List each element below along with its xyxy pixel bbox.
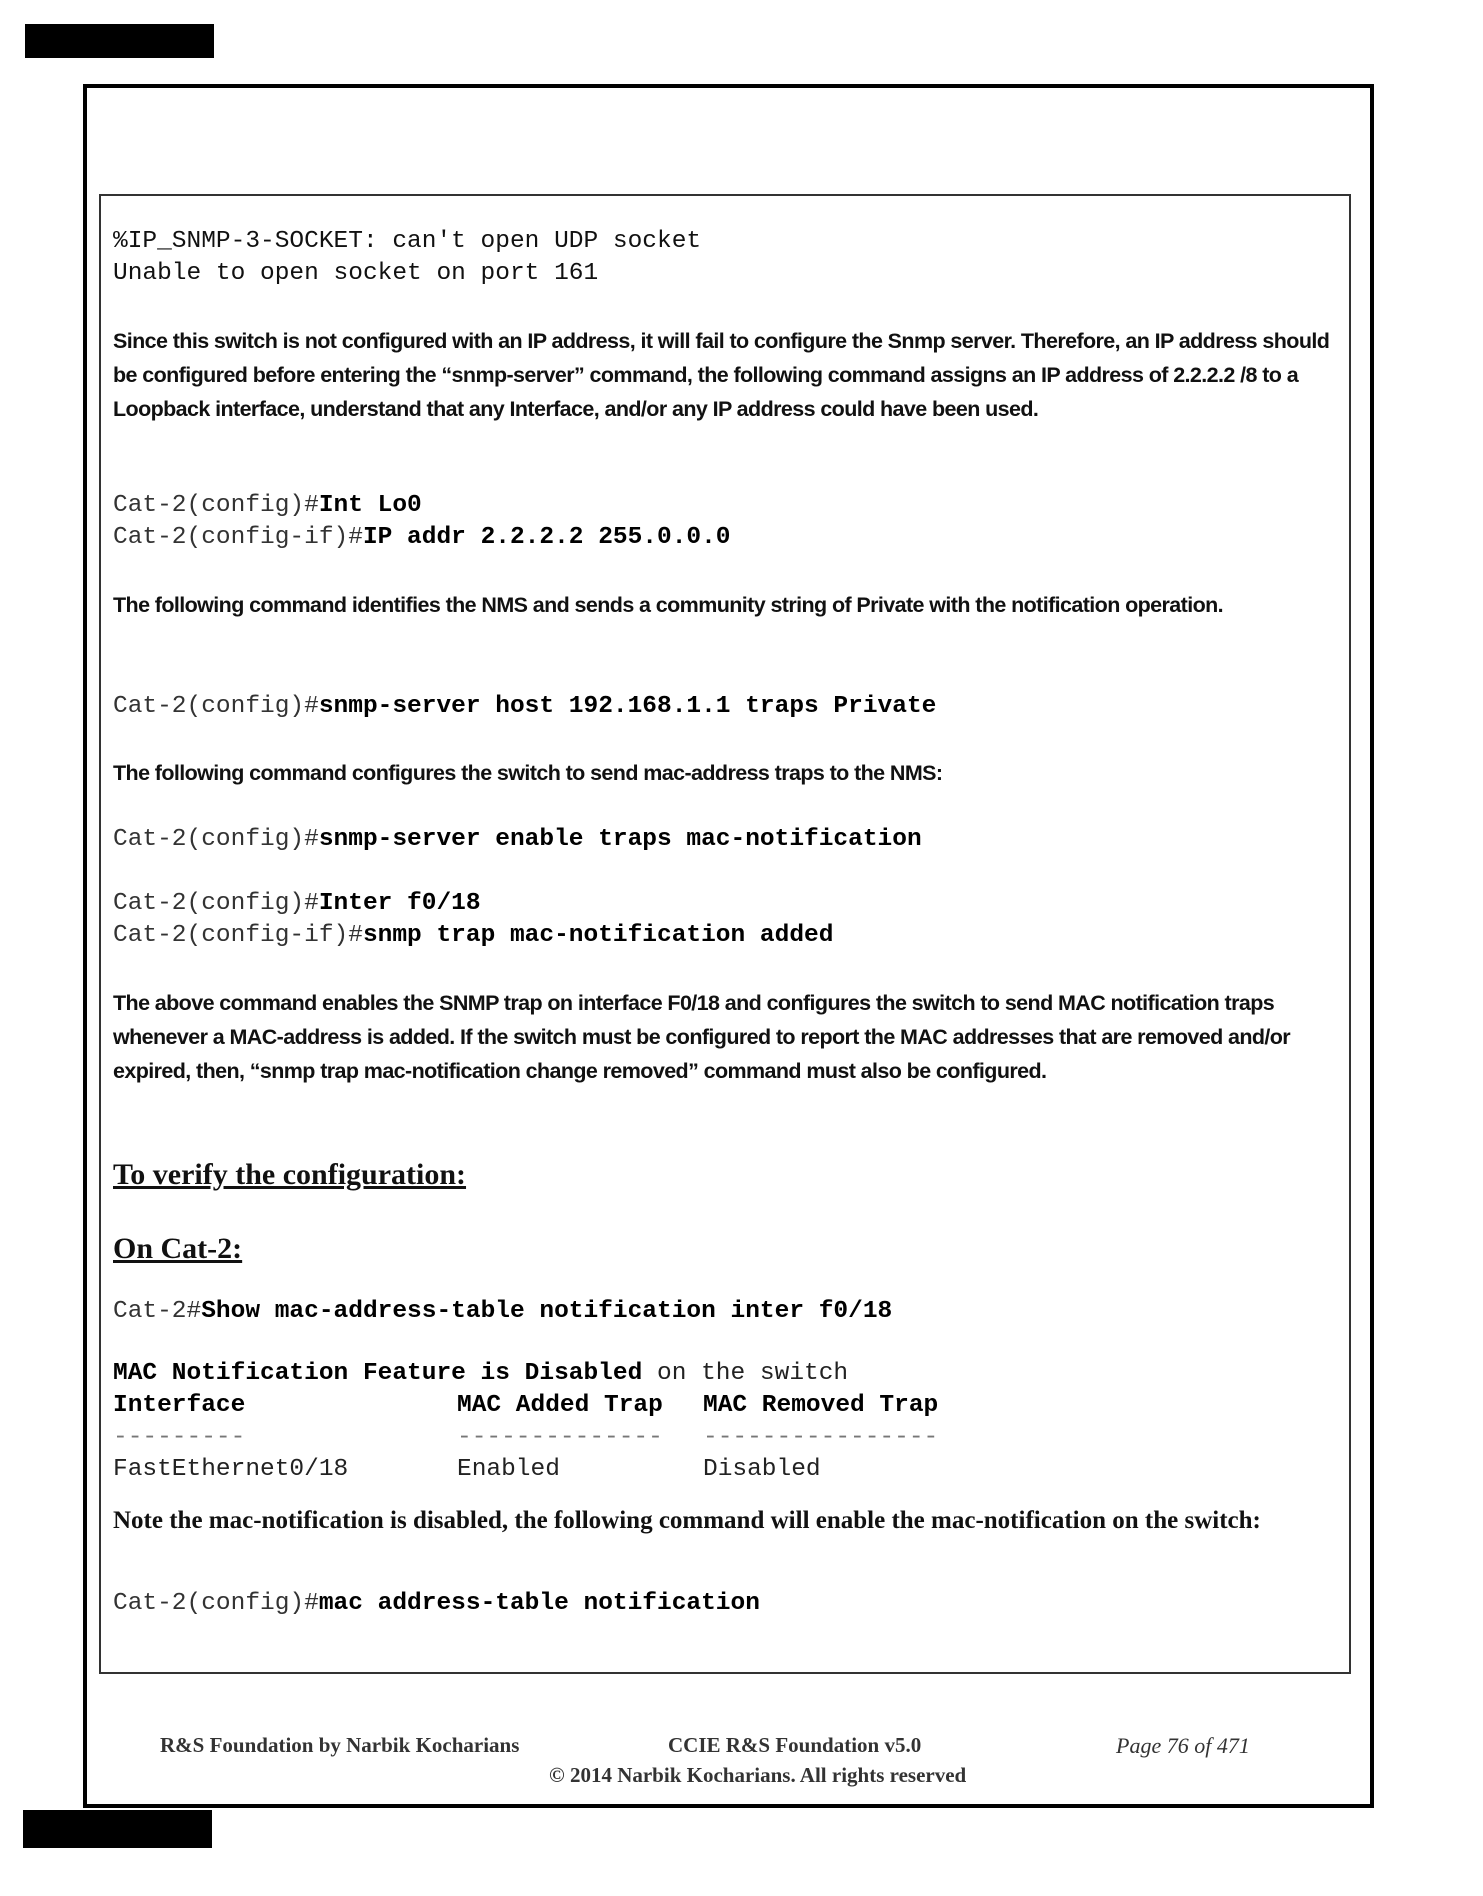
error-output (113, 226, 1338, 290)
feature-status: MAC Notification Feature is Disabled (113, 1360, 643, 1387)
command-line (113, 522, 1338, 554)
command-line (113, 691, 1338, 723)
command-block (113, 1296, 1338, 1328)
command-block (113, 1588, 1338, 1620)
paragraph-above-command: The above command enables the SNMP trap on interface F0/18 and configures the switch to send MAC notification traps whenever a MAC-address is added. If the switch must be configured to report the MAC addresses that are removed and/or expired, then, “snmp trap mac-notification change removed” command must also be configured. (113, 991, 1291, 1083)
table-separator-row (113, 1422, 1338, 1454)
feature-status-suffix: on the switch (642, 1360, 849, 1387)
cell-mac-added-trap: Enabled (457, 1456, 560, 1483)
cli-command: snmp-server host 192.168.1.1 traps Private (318, 693, 937, 720)
command-block (113, 824, 1338, 856)
cli-prompt: Cat-2(config)# (113, 492, 319, 519)
heading-verify-wrap (113, 1156, 1338, 1194)
show-output (113, 1358, 1338, 1486)
column-header: Interface (113, 1392, 246, 1419)
heading-verify: To verify the configuration: (113, 1158, 467, 1191)
paragraph-ip-required: Since this switch is not configured with an IP address, it will fail to configure the Snmp server. Therefore, an IP address should be configured before entering the “snmp-server” command, the following command assigns an IP address of 2.2.2.2 /8 to a Loopback interface, understand that any Interface, and/or any IP address could have been used. (113, 329, 1330, 421)
footer-copyright: © 2014 Narbik Kocharians. All rights reserved (549, 1763, 967, 1787)
footer-title: CCIE R&S Foundation v5.0 (668, 1733, 922, 1757)
error-line: %IP_SNMP-3-SOCKET: can't open UDP socket (113, 228, 702, 255)
table-header-row (113, 1390, 1338, 1422)
cli-prompt: Cat-2(config-if)# (113, 922, 363, 949)
error-line: Unable to open socket on port 161 (113, 260, 599, 287)
table-row (113, 1454, 1338, 1486)
cli-command: Inter f0/18 (318, 890, 481, 917)
command-line (113, 920, 1338, 952)
cli-command: Show mac-address-table notification inter f0/18 (201, 1298, 893, 1325)
command-block (113, 490, 1338, 554)
page-number: Page 76 of 471 (1116, 1733, 1250, 1758)
command-block (113, 691, 1338, 723)
command-line (113, 1296, 1338, 1328)
command-block (113, 888, 1338, 952)
paragraph-mac-traps: The following command configures the switch to send mac-address traps to the NMS: (113, 761, 943, 785)
cli-command: IP addr 2.2.2.2 255.0.0.0 (362, 524, 731, 551)
cli-prompt: Cat-2(config)# (113, 826, 319, 853)
cli-prompt: Cat-2(config-if)# (113, 524, 363, 551)
heading-on-cat2-wrap (113, 1230, 1338, 1268)
redaction-bar-top (25, 24, 214, 58)
cli-prompt: Cat-2(config)# (113, 693, 319, 720)
paragraph-note: Note the mac-notification is disabled, the following command will enable the mac-notification on the switch: (113, 1507, 1261, 1534)
column-separator: -------------- (457, 1424, 663, 1451)
footer-author: R&S Foundation by Narbik Kocharians (160, 1733, 520, 1757)
column-separator: --------- (113, 1424, 246, 1451)
redaction-bar-bottom (23, 1810, 212, 1848)
column-header: MAC Added Trap (457, 1392, 663, 1419)
column-separator: ---------------- (703, 1424, 939, 1451)
command-line (113, 888, 1338, 920)
column-header: MAC Removed Trap (703, 1392, 939, 1419)
cli-command: snmp trap mac-notification added (362, 922, 834, 949)
cli-prompt: Cat-2(config)# (113, 890, 319, 917)
feature-status-line (113, 1358, 1338, 1390)
command-line (113, 490, 1338, 522)
heading-on-cat2: On Cat-2: (113, 1232, 243, 1265)
cli-command: Int Lo0 (318, 492, 422, 519)
cli-prompt: Cat-2(config)# (113, 1590, 319, 1617)
cell-interface: FastEthernet0/18 (113, 1456, 349, 1483)
command-line (113, 824, 1338, 856)
cell-mac-removed-trap: Disabled (703, 1456, 821, 1483)
paragraph-nms: The following command identifies the NMS and sends a community string of Private with the notification operation. (113, 593, 1224, 617)
cli-command: snmp-server enable traps mac-notification (318, 826, 922, 853)
command-line (113, 1588, 1338, 1620)
cli-command: mac address-table notification (318, 1590, 760, 1617)
cli-prompt: Cat-2# (113, 1298, 202, 1325)
